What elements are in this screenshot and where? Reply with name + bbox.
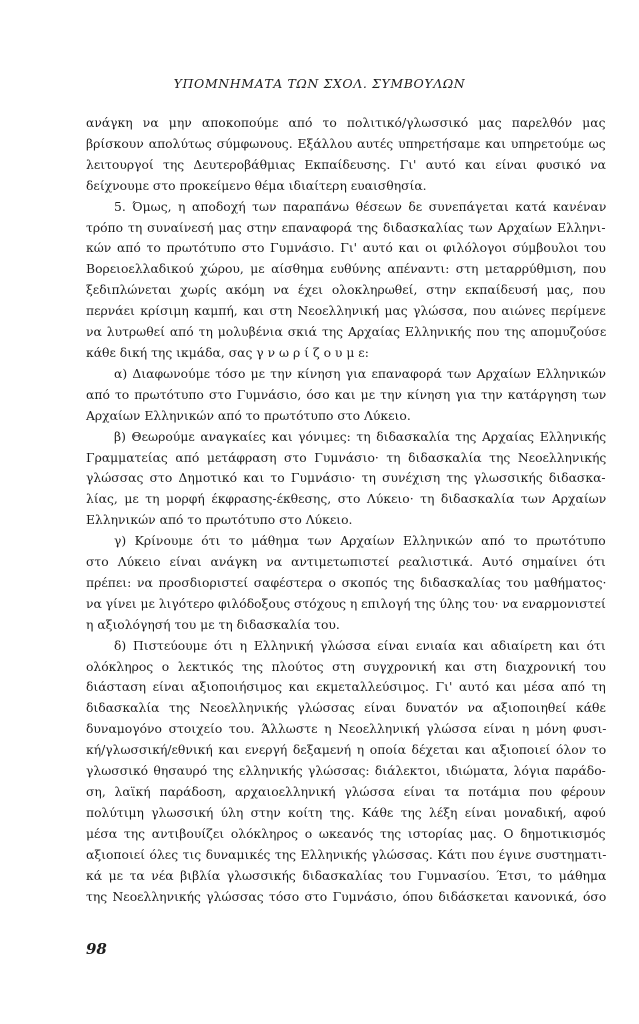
text-line: κών από το πρωτότυπο στο Γυμνάσιο. Γι' αυτό και οι φιλόλογοι σύμβουλοι του xyxy=(86,241,606,256)
text-line: λειτουργοί της Δευτεροβάθμιας Εκπαίδευσης. Γι' αυτό και είναι φυσικό να xyxy=(86,157,607,172)
text-line: κά με τα νέα βιβλία γλωσσικής διδασκαλίας του Γυμνασίου. Έτσι, το μάθημα xyxy=(86,868,607,883)
text-line: 5. Όμως, η αποδοχή των παραπάνω θέσεων δε συνεπάγεται κατά κανέναν xyxy=(114,199,607,214)
text-line: β) Θεωρούμε αναγκαίες και γόνιμες: τη διδασκαλία της Αρχαίας Ελληνικής xyxy=(114,429,607,444)
text-line: ανάγκη να μην αποκοπούμε από το πολιτικό/γλωσσικό μας παρελθόν μας xyxy=(86,116,606,130)
text-line: περνάει κρίσιμη καμπή, και στη Νεοελληνική μας γλώσσα, που αιώνες περίμενε xyxy=(86,304,606,319)
text-line: Αρχαίων Ελληνικών από το πρωτότυπο στο Λύκειο. xyxy=(86,408,411,423)
text-line: από το πρωτότυπο στο Γυμνάσιο, όσο και με την κίνηση για την κατάργηση των xyxy=(86,387,607,402)
text-line: τρόπο τη συναίνεσή μας στην επαναφορά της διδασκαλίας των Αρχαίων Ελληνι- xyxy=(86,220,606,235)
text-line: ξεδιπλώνεται χωρίς ακόμη να έχει ολοκληρωθεί, στην εκπαίδευσή μας, που xyxy=(86,283,606,298)
text-line: η αξιολόγησή του με τη διδασκαλία του. xyxy=(86,617,340,632)
text-line: της Νεοελληνικής γλώσσας τόσο στο Γυμνάσιο, όπου διδάσκεται κανονικά, όσο xyxy=(86,889,607,904)
text-line: Βορειοελλαδικού χώρου, με αίσθημα ευθύνης απέναντι: στη μεταρρύθμιση, που xyxy=(86,262,606,277)
text-line: στο Λύκειο είναι ανάγκη να αντιμετωπιστεί ρεαλιστικά. Αυτό σημαίνει ότι xyxy=(86,555,606,570)
text-line: να λυτρωθεί από τη μολυβένια σκιά της Αρχαίας Ελληνικής που της απομυζούσε xyxy=(86,325,607,340)
text-line: Ελληνικών από το πρωτότυπο στο Λύκειο. xyxy=(86,513,353,528)
text-line: δείχνουμε στο προκείμενο θέμα ιδιαίτερη ευαισθησία. xyxy=(86,178,427,193)
text-line: πολύτιμη γλωσσική ύλη στην κοίτη της. Κάθε της λέξη είναι μοναδική, αφού xyxy=(86,805,606,820)
text-line: γλωσσικό θησαυρό της ελληνικής γλώσσας: διάλεκτοι, ιδιώματα, λόγια παράδο- xyxy=(86,764,606,779)
text-line: βρίσκουν απολύτως σύμφωνους. Εξάλλου αυτές υπηρετήσαμε και υπηρετούμε ως xyxy=(86,136,606,151)
text-line: ολόκληρος ο λεκτικός της πλούτος στη συγχρονική και στη διαχρονική του xyxy=(86,659,606,674)
text-line: Γραμματείας από μετάφραση στο Γυμνάσιο· τη διδασκαλία της Νεοελληνικής xyxy=(86,450,607,465)
page-number: 98 xyxy=(86,940,107,958)
running-title: ΥΠΟΜΝΗΜΑΤΑ ΤΩΝ ΣΧΟΛ. ΣΥΜΒΟΥΛΩΝ xyxy=(173,76,466,91)
text-line: πρέπει: να προσδιοριστεί σαφέστερα ο σκοπός της διδασκαλίας του μαθήματος· xyxy=(86,575,607,590)
text-line: να γίνει με λιγότερο φιλόδοξους στόχους η επιλογή της ύλης του· να εναρμονιστεί xyxy=(86,596,606,611)
text-line: διδασκαλία της Νεοελληνικής γλώσσας είναι δυνατόν να αξιοποιηθεί κάθε xyxy=(86,701,606,716)
text-line: ση, λαϊκή παράδοση, αρχαιοελληνική γλώσσα είναι τα ποτάμια που φέρουν xyxy=(86,785,606,799)
text-line: δ) Πιστεύουμε ότι η Ελληνική γλώσσα είναι ενιαία και αδιαίρετη και ότι xyxy=(114,638,606,653)
text-line: δυναμογόνο στοιχείο του. Άλλωστε η Νεοελληνική γλώσσα είναι η μόνη φυσι- xyxy=(86,722,607,737)
text-line: μέσα της αντιβουίζει ολόκληρος ο ωκεανός της ιστορίας μας. Ο δημοτικισμός xyxy=(86,826,606,841)
text-line: α) Διαφωνούμε τόσο με την κίνηση για επαναφορά των Αρχαίων Ελληνικών xyxy=(114,366,606,381)
text-line: λίας, με τη μορφή έκφρασης-έκθεσης, στο Λύκειο· τη διδασκαλία των Αρχαίων xyxy=(86,492,607,507)
text-line: κάθε δική της ικμάδα, σας γ ν ω ρ ί ζ ο υ μ ε: xyxy=(86,345,369,360)
text-line: γλώσσας στο Δημοτικό και το Γυμνάσιο· τη συνέχιση της γλωσσικής διδασκα- xyxy=(86,471,606,486)
text-line: αξιοποιεί όλες τις δυναμικές της Ελληνικής γλώσσας. Κάτι που έγινε συστηματι- xyxy=(86,847,607,862)
text-line: κή/γλωσσική/εθνική και ενεργή δεξαμενή η οποία δέχεται και αξιοποιεί όλον το xyxy=(86,743,607,758)
body-text xyxy=(86,113,606,907)
text-line: γ) Κρίνουμε ότι το μάθημα των Αρχαίων Ελληνικών από το πρωτότυπο xyxy=(114,534,606,549)
text-line: διάσταση είναι αξιοποιήσιμος και εκμεταλλεύσιμος. Γι' αυτό και μέσα από τη xyxy=(86,680,606,695)
